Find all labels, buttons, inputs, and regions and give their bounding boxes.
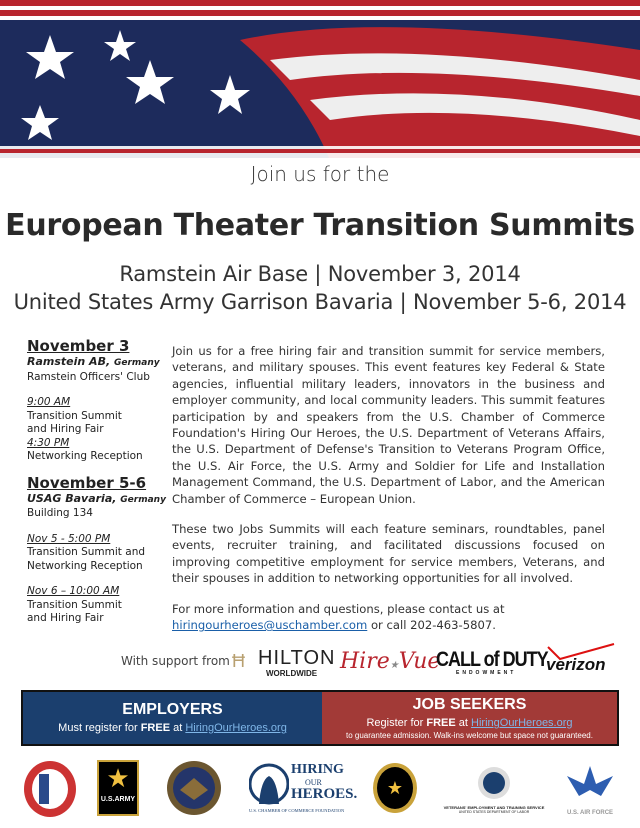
event-time: 4:30 PM [27,436,70,449]
soldier-for-life-logo [372,762,418,814]
location-ramstein: Ramstein Air Base | November 3, 2014 [119,262,521,286]
jobseekers-text: Register for FREE at HiringOurHeroes.org [366,717,573,729]
event-time: 9:00 AM [27,396,71,408]
support-label: With support from [121,654,230,668]
vets-dol-logo: VETERANS' EMPLOYMENT AND TRAINING SERVICE UNITED STATES DEPARTMENT OF LABOR [440,766,548,814]
event-venue: Building 134 [27,507,93,519]
event-desc: and Hiring Fair [27,612,104,624]
jobseekers-note: to guarantee admission. Walk-ins welcome but space not guaranteed. [346,731,593,740]
registration-panel [21,690,619,746]
event-desc: Networking Reception [27,559,143,572]
verizon-logo: verizon [546,655,606,675]
call-of-duty-logo: CALL of DUTY ENDOWMENT [436,646,548,676]
event-venue: Ramstein Officers' Club [27,370,150,383]
hiring-our-heroes-logo: HIRING OUR HEROES. U.S. CHAMBER OF COMMERCE FOUNDATION [249,762,358,813]
event-desc: Transition Summit and [27,546,146,558]
jobseekers-register-link[interactable]: HiringOurHeroes.org [471,717,573,729]
event-desc: Transition Summit [27,598,122,611]
air-force-logo: U.S. AIR FORCE [560,762,620,816]
jobseekers-box [322,692,617,744]
page-title: European Theater Transition Summits [5,208,635,243]
paragraph: Join us for a free hiring fair and transition summit for service members, veterans, and military spouses. This event features key Federal & State agencies, influential military leaders, innovators in the business and employer community, and local community leaders. This summit features participation by and speakers from the U.S. Chamber of Commerce Foundation's Hiring Our Heroes, the U.S. Department of Veterans Affairs, the U.S. Department of Defense's Transition to Veterans Program Office, the U.S. Air Force, the U.S. Army and Soldier for Life and Installation Management Command, the U.S. Department of Labor, and the American Chamber of Commerce – European Union. [172,344,605,506]
event-desc: and Hiring Fair [27,423,104,435]
event-desc: Transition Summit [27,409,122,422]
jobseekers-title: JOB SEEKERS [412,696,527,713]
event-desc: Networking Reception [27,450,143,462]
employers-text: Must register for FREE at HiringOurHeroes.org [58,722,287,734]
contact-paragraph: For more information and questions, please contact us at hiringourheroes@uschamber.com or call 202-463-5807. [172,601,505,633]
event-time: Nov 5 - 5:00 PM [27,532,111,545]
paragraph: These two Jobs Summits will each feature seminars, roundtables, panel events, recruiter training, and facilitated discussions focused on improving competitive employment for service members, Veterans, and their spouses in addition to networking opportunities for all involved. [172,522,605,586]
partner-logos [0,758,640,820]
us-army-logo: ★ U.S.ARMY [97,760,139,816]
event-date: November 5-6 [27,473,147,492]
va-seal-logo [166,760,222,816]
email-link[interactable]: hiringourheroes@uschamber.com [172,618,368,633]
employers-box [23,692,322,744]
flag-banner [0,0,640,158]
location-bavaria: United States Army Garrison Bavaria | November 5-6, 2014 [13,290,627,314]
event-time: Nov 6 – 10:00 AM [27,585,120,597]
event-date: November 3 [27,337,130,355]
intro-text: Join us for the [250,162,390,186]
transition-assistance-logo [23,760,77,818]
svg-text:★: ★ [386,778,404,799]
event-place: USAG Bavaria, Germany [27,491,166,505]
sponsors-row: With support from Ħ HILTON WORLDWIDE Hire★Vue CALL of DUTY ENDOWMENT verizon [0,645,640,685]
event-place: Ramstein AB, Germany [27,355,160,368]
hirevue-logo: Hire★Vue [340,649,441,674]
employers-title: EMPLOYERS [122,701,223,718]
schedule-column [27,337,167,626]
employers-register-link[interactable]: HiringOurHeroes.org [185,722,287,734]
description [172,343,605,648]
